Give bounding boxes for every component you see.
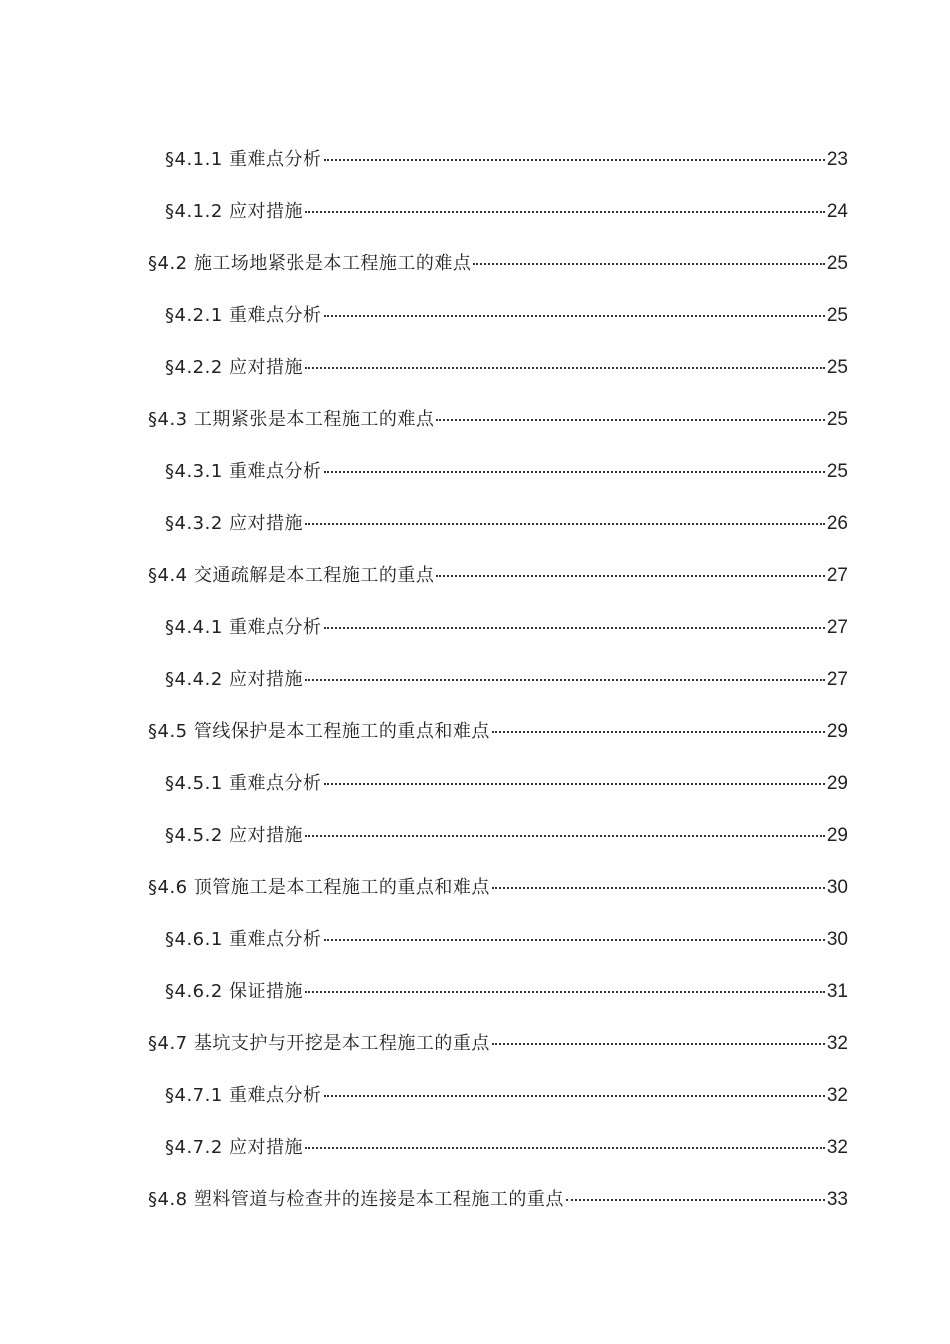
toc-leader — [492, 887, 825, 889]
toc-entry-page: 25 — [826, 357, 848, 378]
toc-entry-page: 30 — [826, 877, 848, 898]
toc-leader — [324, 315, 825, 317]
toc-entry-label: §4.5.1 重难点分析 — [165, 773, 322, 794]
toc-leader — [305, 679, 825, 681]
toc-leader — [436, 419, 825, 421]
toc-entry-label: §4.6 顶管施工是本工程施工的重点和难点 — [148, 877, 490, 898]
toc-entry[interactable] — [0, 1016, 950, 1068]
toc-entry-page: 27 — [826, 669, 848, 690]
toc-entry-label: §4.7.2 应对措施 — [165, 1137, 304, 1158]
toc-entry[interactable] — [0, 912, 950, 964]
toc-leader — [566, 1199, 825, 1201]
toc-entry-label: §4.6.1 重难点分析 — [165, 929, 322, 950]
toc-entry-label: §4.3.2 应对措施 — [165, 513, 304, 534]
toc-entry[interactable] — [0, 548, 950, 600]
toc-leader — [324, 939, 825, 941]
toc-entry-page: 25 — [826, 305, 848, 326]
toc-leader — [473, 263, 825, 265]
toc-entry[interactable] — [0, 756, 950, 808]
toc-leader — [324, 627, 825, 629]
toc-entry[interactable] — [0, 392, 950, 444]
toc-entry[interactable] — [0, 1068, 950, 1120]
toc-leader — [324, 1095, 825, 1097]
toc-entry-label: §4.1.2 应对措施 — [165, 201, 304, 222]
table-of-contents — [0, 132, 950, 1224]
toc-entry-label: §4.5 管线保护是本工程施工的重点和难点 — [148, 721, 490, 742]
toc-entry-page: 32 — [826, 1033, 848, 1054]
toc-entry-page: 26 — [826, 513, 848, 534]
toc-entry-label: §4.2.2 应对措施 — [165, 357, 304, 378]
toc-leader — [305, 211, 825, 213]
toc-entry-label: §4.3.1 重难点分析 — [165, 461, 322, 482]
toc-entry-label: §4.2 施工场地紧张是本工程施工的难点 — [148, 253, 472, 274]
toc-entry-label: §4.4.1 重难点分析 — [165, 617, 322, 638]
toc-entry[interactable] — [0, 808, 950, 860]
toc-entry-page: 25 — [826, 253, 848, 274]
toc-entry-label: §4.1.1 重难点分析 — [165, 149, 322, 170]
toc-leader — [324, 783, 825, 785]
toc-entry-page: 29 — [826, 825, 848, 846]
toc-entry-page: 27 — [826, 565, 848, 586]
toc-entry[interactable] — [0, 496, 950, 548]
toc-entry-page: 29 — [826, 721, 848, 742]
toc-leader — [305, 523, 825, 525]
toc-entry-page: 33 — [826, 1189, 848, 1210]
toc-entry-label: §4.3 工期紧张是本工程施工的难点 — [148, 409, 435, 430]
toc-entry-label: §4.7 基坑支护与开挖是本工程施工的重点 — [148, 1033, 490, 1054]
toc-entry-page: 23 — [826, 149, 848, 170]
toc-entry-label: §4.7.1 重难点分析 — [165, 1085, 322, 1106]
toc-entry[interactable] — [0, 704, 950, 756]
toc-entry[interactable] — [0, 288, 950, 340]
toc-leader — [305, 367, 825, 369]
toc-leader — [492, 731, 825, 733]
toc-entry-page: 25 — [826, 461, 848, 482]
toc-entry-page: 31 — [826, 981, 848, 1002]
toc-leader — [305, 991, 825, 993]
toc-entry[interactable] — [0, 132, 950, 184]
toc-leader — [492, 1043, 825, 1045]
toc-entry-label: §4.4 交通疏解是本工程施工的重点 — [148, 565, 435, 586]
toc-entry[interactable] — [0, 1172, 950, 1224]
toc-entry-label: §4.4.2 应对措施 — [165, 669, 304, 690]
toc-entry-page: 24 — [826, 201, 848, 222]
toc-entry[interactable] — [0, 600, 950, 652]
toc-entry[interactable] — [0, 340, 950, 392]
toc-entry[interactable] — [0, 444, 950, 496]
toc-entry-page: 32 — [826, 1085, 848, 1106]
toc-entry-page: 27 — [826, 617, 848, 638]
toc-entry-label: §4.5.2 应对措施 — [165, 825, 304, 846]
toc-entry-page: 30 — [826, 929, 848, 950]
toc-leader — [305, 835, 825, 837]
toc-leader — [324, 471, 825, 473]
toc-entry[interactable] — [0, 1120, 950, 1172]
toc-leader — [305, 1147, 825, 1149]
toc-entry-page: 25 — [826, 409, 848, 430]
toc-entry-label: §4.6.2 保证措施 — [165, 981, 304, 1002]
toc-entry-label: §4.2.1 重难点分析 — [165, 305, 322, 326]
toc-entry[interactable] — [0, 964, 950, 1016]
toc-entry[interactable] — [0, 184, 950, 236]
toc-leader — [324, 159, 825, 161]
toc-entry[interactable] — [0, 236, 950, 288]
toc-entry-label: §4.8 塑料管道与检查井的连接是本工程施工的重点 — [148, 1189, 564, 1210]
toc-entry[interactable] — [0, 860, 950, 912]
toc-entry[interactable] — [0, 652, 950, 704]
toc-leader — [436, 575, 825, 577]
toc-entry-page: 32 — [826, 1137, 848, 1158]
toc-entry-page: 29 — [826, 773, 848, 794]
